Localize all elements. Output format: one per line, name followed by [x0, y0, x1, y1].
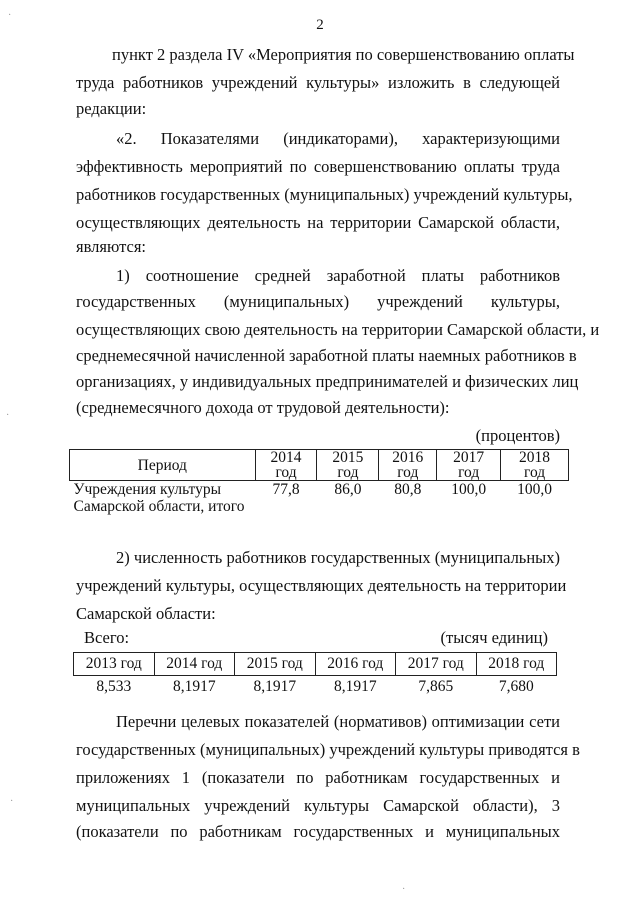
table-cell: 7,865 — [418, 678, 454, 695]
row-label: Учреждения культуры Самарской области, итого — [73, 481, 245, 515]
scan-speck: · — [402, 884, 406, 895]
year-header: 2018 год — [501, 450, 569, 481]
intro-line: редакции: — [76, 99, 147, 118]
final-line: Перечни целевых показателей (нормативов) оптимизации сети — [116, 712, 560, 731]
final-line: приложениях 1 (показатели по работникам государственных и — [76, 768, 560, 787]
year-header: 2016 год — [315, 653, 396, 676]
table-header-row — [70, 450, 569, 481]
year-header: 2015 год — [317, 450, 379, 481]
item1-line: среднемесячной начисленной заработной платы наемных работников в — [76, 346, 577, 365]
page-number: 2 — [316, 17, 324, 33]
year-header: 2016 год — [379, 450, 437, 481]
scan-speck: · — [8, 10, 12, 21]
para-line: являются: — [76, 237, 147, 256]
table-row — [70, 481, 569, 516]
para-line: «2. Показателями (индикаторами), характеризующими — [116, 129, 560, 148]
item1-line: государственных (муниципальных) учреждений культуры, — [76, 292, 560, 311]
intro-line: пункт 2 раздела IV «Мероприятия по совершенствованию оплаты — [112, 45, 575, 64]
unit-label: (процентов) — [475, 426, 560, 445]
table-cell: 77,8 — [272, 481, 300, 498]
year-header: 2013 год — [74, 653, 155, 676]
table-cell: 8,1917 — [253, 678, 297, 695]
item2-line: учреждений культуры, осуществляющих деятельность на территории — [76, 576, 567, 595]
unit-label: (тысяч единиц) — [440, 628, 548, 647]
period-header: Период — [70, 450, 256, 481]
table-cell: 86,0 — [334, 481, 362, 498]
item1-line: 1) соотношение средней заработной платы работников — [116, 266, 560, 285]
salary-ratio-table — [69, 449, 569, 515]
staff-count-table — [73, 652, 557, 698]
table-row — [74, 676, 557, 699]
year-header: 2017 год — [396, 653, 477, 676]
table-cell: 7,680 — [498, 678, 534, 695]
table-cell: 8,533 — [96, 678, 132, 695]
table-cell: 8,1917 — [333, 678, 377, 695]
para-line: эффективность мероприятий по совершенствованию оплаты труда — [76, 157, 560, 176]
scan-speck: · — [10, 796, 14, 807]
table-cell: 80,8 — [394, 481, 422, 498]
year-header: 2014 год — [154, 653, 235, 676]
item2-line: 2) численность работников государственных (муниципальных) — [116, 548, 560, 567]
para-line: осуществляющих деятельность на территории Самарской области, — [76, 213, 560, 232]
scan-speck: · — [6, 410, 10, 421]
table-cell: 100,0 — [451, 481, 487, 498]
final-line: государственных (муниципальных) учреждений культуры приводятся в — [76, 740, 580, 759]
final-line: муниципальных учреждений культуры Самарской области), 3 — [76, 796, 560, 815]
total-label: Всего: — [84, 628, 130, 647]
year-header: 2017 год — [437, 450, 501, 481]
item1-line: организациях, у индивидуальных предпринимателей и физических лиц — [76, 372, 579, 391]
year-header: 2018 год — [476, 653, 557, 676]
table-header-row — [74, 653, 557, 676]
intro-line: труда работников учреждений культуры» изложить в следующей — [76, 73, 560, 92]
table-cell: 8,1917 — [172, 678, 216, 695]
final-line: (показатели по работникам государственных и муниципальных — [76, 822, 560, 841]
table-cell: 100,0 — [517, 481, 552, 498]
item1-line: осуществляющих свою деятельность на территории Самарской области, и — [76, 320, 600, 339]
item2-line: Самарской области: — [76, 604, 216, 623]
item1-line: (среднемесячного дохода от трудовой деятельности): — [76, 398, 450, 417]
year-header: 2014 год — [255, 450, 317, 481]
para-line: работников государственных (муниципальных) учреждений культуры, — [76, 185, 573, 204]
year-header: 2015 год — [235, 653, 316, 676]
